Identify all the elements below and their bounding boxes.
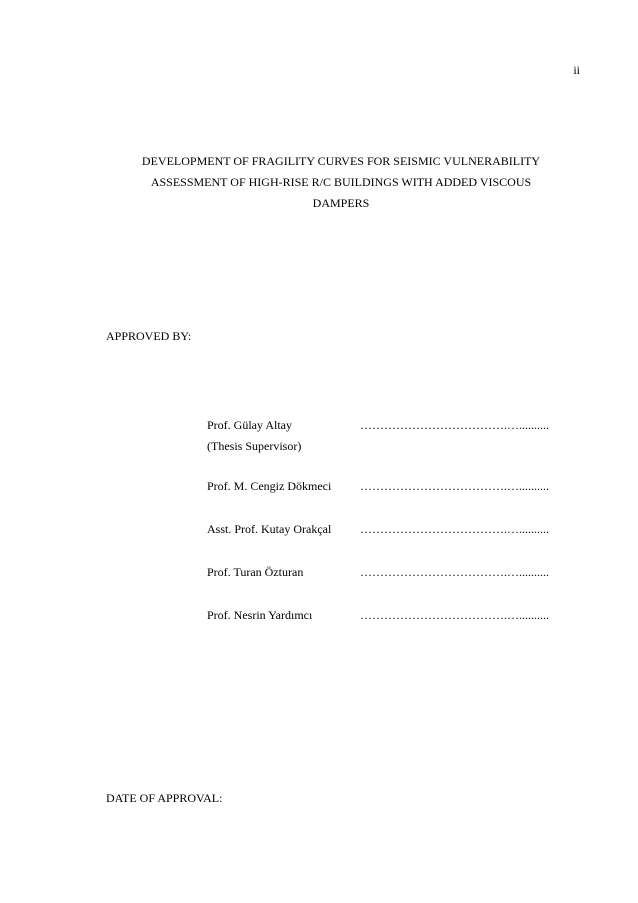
signature-line: ……………………………….…..........: [360, 522, 549, 536]
approved-by-label: APPROVED BY:: [106, 329, 192, 343]
signature-line: ……………………………….…..........: [360, 479, 549, 493]
signature-line: ……………………………….…..........: [360, 565, 549, 579]
member-name: Prof. M. Cengiz Dökmeci: [207, 479, 332, 493]
title-line: DEVELOPMENT OF FRAGILITY CURVES FOR SEISMIC VULNERABILITY: [141, 154, 541, 168]
signature-line: ……………………………….…..........: [360, 418, 549, 432]
signature-line: ……………………………….…..........: [360, 608, 549, 622]
committee-member: [207, 608, 567, 651]
member-name: Prof. Nesrin Yardımcı: [207, 608, 313, 622]
committee-member: [207, 418, 567, 479]
member-role: (Thesis Supervisor): [207, 439, 302, 453]
page-number: ii: [573, 63, 580, 77]
committee-list: [207, 418, 567, 651]
member-name: Prof. Turan Özturan: [207, 565, 304, 579]
member-name: Asst. Prof. Kutay Orakçal: [207, 522, 332, 536]
thesis-title: [106, 151, 576, 214]
committee-member: [207, 522, 567, 565]
member-name: Prof. Gülay Altay: [207, 418, 292, 432]
date-of-approval-label: DATE OF APPROVAL:: [106, 791, 223, 805]
title-line: ASSESSMENT OF HIGH-RISE R/C BUILDINGS WITH ADDED VISCOUS: [150, 175, 532, 189]
committee-member: [207, 565, 567, 608]
title-line: DAMPERS: [312, 196, 370, 210]
committee-member: [207, 479, 567, 522]
